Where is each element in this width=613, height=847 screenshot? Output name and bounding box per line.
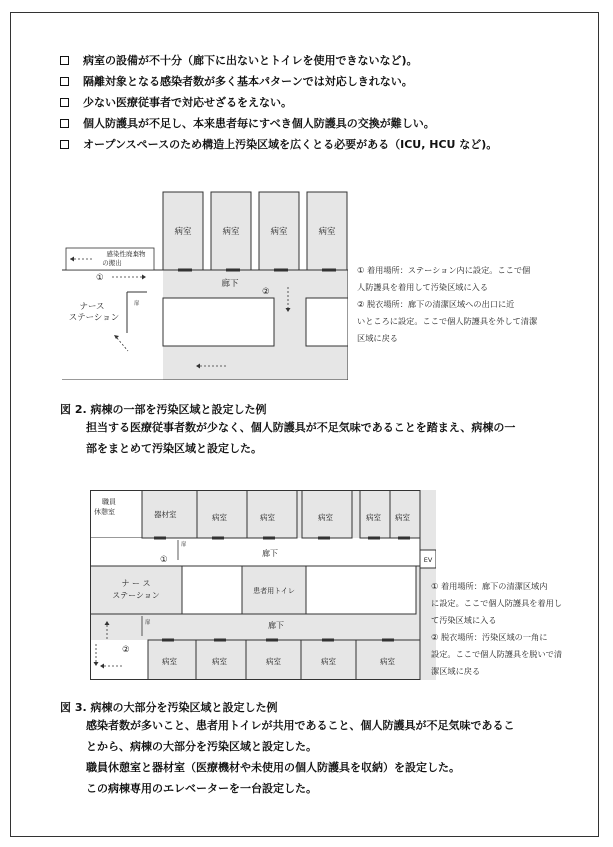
corridor-label: 廊下 <box>268 621 284 630</box>
room-label: 病室 <box>260 513 275 522</box>
marker-2: ② <box>122 645 130 655</box>
waste-exit-label: の搬出 <box>102 259 122 267</box>
checklist-item: 少ない医療従事者で対応せざるをえない。 <box>60 92 497 113</box>
figure-3-caption: 図 3. 病棟の大部分を汚染区域と設定した例 <box>60 701 278 714</box>
checklist-item: 個人防護具が不足し、本来患者毎にすべき個人防護具の交換が難しい。 <box>60 113 497 134</box>
checklist-item: オープンスペースのため構造上汚染区域を広くとる必要がある（ICU, HCU など)。 <box>60 134 497 155</box>
room-label: 病室 <box>270 227 288 237</box>
room-label: 病室 <box>162 657 177 666</box>
door-label: 扉 <box>181 542 187 548</box>
clean-corridor <box>90 538 420 566</box>
door-label: 扉 <box>134 301 140 307</box>
room-label: 病室 <box>318 513 333 522</box>
marker-2: ② <box>262 287 270 297</box>
nurse-station-label: ステーション <box>68 313 120 323</box>
waste-exit-label: 感染性廃棄物 <box>106 250 146 258</box>
inner-room-block <box>306 298 348 346</box>
checkbox-icon <box>60 140 69 149</box>
room-label: 病室 <box>222 227 240 237</box>
corridor-label: 廊下 <box>262 549 278 558</box>
room-label: 器材室 <box>154 510 177 519</box>
toilet-label: 患者用トイレ <box>253 587 295 595</box>
room-label: 病室 <box>321 657 336 666</box>
room-label: 病室 <box>380 657 395 666</box>
nurse-station <box>90 566 182 614</box>
checkbox-icon <box>60 119 69 128</box>
nurse-station-label: ステーション <box>112 591 160 600</box>
door-label: 扉 <box>145 620 151 626</box>
figure-2-description: 担当する医療従事者数が少なく、個人防護具が不足気味であることを踏まえ、病棟の一 部をまとめて汚染区域と設定した。 <box>86 421 516 455</box>
checklist-item: 隔離対象となる感染者数が多く基本パターンでは対応しきれない。 <box>60 71 497 92</box>
figure-2-caption: 図 2. 病棟の一部を汚染区域と設定した例 <box>60 403 267 416</box>
checkbox-icon <box>60 77 69 86</box>
checklist <box>60 50 497 155</box>
elevator-label: EV <box>423 556 433 564</box>
nurse-station-label: ナース <box>79 302 105 312</box>
room-label: 病室 <box>212 657 227 666</box>
marker-1: ① <box>96 273 104 283</box>
inner-room-block <box>163 298 274 346</box>
checklist-item: 病室の設備が不十分（廊下に出ないとトイレを使用できないなど)。 <box>60 50 497 71</box>
room-label: 病室 <box>366 513 381 522</box>
figure-2-notes: ① 着用場所：ステーション内に設定。ここで個 人防護具を着用して汚染区域に入る ② 脱衣場所：廊下の清潔区域への出口に近 いところに設定。ここで個人防護具を外して清潔 区域に戻る <box>357 265 538 343</box>
nurse-station-label: ナ ー ス <box>121 579 151 588</box>
room-label: 病室 <box>395 513 410 522</box>
inner-room-block <box>306 566 416 614</box>
clean-exit-area <box>90 640 148 680</box>
staff-room-label: 職員 <box>102 498 116 506</box>
room-label: 病室 <box>318 227 336 237</box>
figure-3-floor-plan <box>90 490 436 680</box>
room-label: 病室 <box>212 513 227 522</box>
figure-3-notes: ① 着用場所：廊下の清潔区域内 に設定。ここで個人防護具を着用し て汚染区域に入る ② 脱衣場所：汚染区域の一角に 設定。ここで個人防護具を脱いで清 潔区域に戻る <box>431 581 563 676</box>
room-label: 病室 <box>174 227 192 237</box>
marker-1: ① <box>160 555 168 565</box>
staff-room-label: 休憩室 <box>94 508 115 516</box>
inner-room-block <box>182 566 242 614</box>
checkbox-icon <box>60 56 69 65</box>
room-label: 病室 <box>266 657 281 666</box>
corridor-label: 廊下 <box>221 279 239 289</box>
figure-3-description: 感染者数が多いこと、患者用トイレが共用であること、個人防護具が不足気味であるこ とから、病棟の大部分を汚染区域と設定した。 職員休憩室と器材室（医療機材や未使用の個人防護具を収納）を設定した。 この病棟専用のエレベーターを一台設定した。 <box>86 719 515 795</box>
figure-2-floor-plan <box>62 188 348 380</box>
checkbox-icon <box>60 98 69 107</box>
